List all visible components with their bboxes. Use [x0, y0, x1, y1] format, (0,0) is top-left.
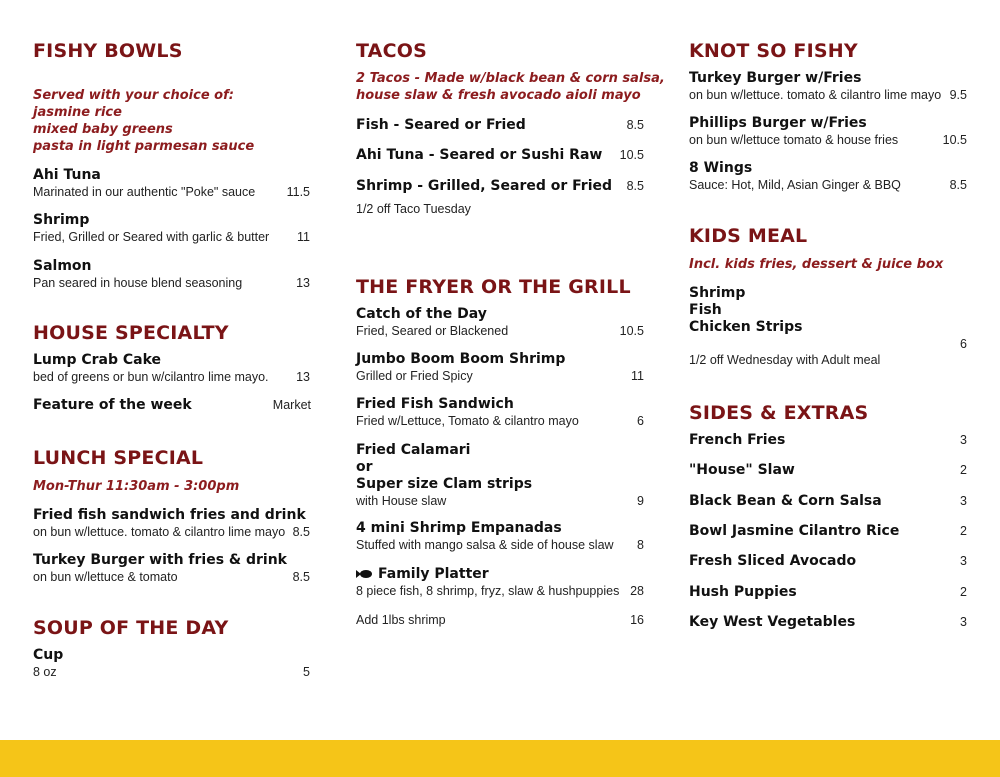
- item-price: 9: [637, 494, 644, 508]
- kids-meal-subtitle: Incl. kids fries, dessert & juice box: [689, 257, 944, 272]
- section-title-sides: SIDES & EXTRAS: [689, 402, 869, 424]
- item-name: Shrimp - Grilled, Seared or Fried: [356, 178, 613, 194]
- side-name: "House" Slaw: [689, 462, 795, 478]
- item-price: 6: [637, 414, 644, 428]
- item-price: 5: [303, 665, 310, 679]
- side-name: Fresh Sliced Avocado: [689, 553, 857, 569]
- item-price: 9.5: [949, 88, 967, 102]
- item-price: 8.5: [626, 118, 644, 132]
- item-price: 11: [297, 230, 310, 244]
- lunch-special-hours: Mon-Thur 11:30am - 3:00pm: [33, 479, 240, 494]
- side-price: 3: [960, 494, 967, 508]
- item-name: Shrimp: [33, 212, 90, 228]
- item-price: 8.5: [949, 178, 967, 192]
- intro-line: 2 Tacos - Made w/black bean & corn salsa,: [356, 71, 665, 86]
- item-name: Turkey Burger with fries & drink: [33, 552, 287, 568]
- item-name: or: [356, 459, 373, 475]
- item-desc: with House slaw: [356, 494, 447, 508]
- section-title-soup: SOUP OF THE DAY: [33, 617, 229, 639]
- item-name: Ahi Tuna: [33, 167, 101, 183]
- item-name: 4 mini Shrimp Empanadas: [356, 520, 562, 536]
- item-name: Fish - Seared or Fried: [356, 117, 526, 133]
- item-name: Family Platter: [378, 566, 489, 582]
- intro-line: mixed baby greens: [33, 122, 173, 137]
- item-desc: Marinated in our authentic "Poke" sauce: [33, 185, 256, 199]
- side-name: Hush Puppies: [689, 584, 797, 600]
- item-price: 13: [296, 370, 310, 384]
- item-name: Ahi Tuna - Seared or Sushi Raw: [356, 147, 603, 163]
- item-price: 13: [296, 276, 310, 290]
- item-price: 10.5: [619, 324, 644, 338]
- side-name: Bowl Jasmine Cilantro Rice: [689, 523, 900, 539]
- section-title-tacos: TACOS: [356, 40, 427, 62]
- item-price: 8.5: [292, 570, 310, 584]
- tacos-intro: [356, 70, 665, 104]
- kids-item: Shrimp: [689, 285, 746, 301]
- item-name: 8 Wings: [689, 160, 753, 176]
- intro-line: pasta in light parmesan sauce: [33, 139, 255, 154]
- item-name: Fried fish sandwich fries and drink: [33, 507, 306, 523]
- section-title-fishy-bowls: FISHY BOWLS: [33, 40, 183, 62]
- intro-line: Served with your choice of:: [33, 88, 234, 103]
- side-price: 2: [960, 585, 967, 599]
- item-desc: Fried w/Lettuce, Tomato & cilantro mayo: [356, 414, 579, 428]
- section-title-knot-so-fishy: KNOT SO FISHY: [689, 40, 858, 62]
- item-name: Lump Crab Cake: [33, 352, 162, 368]
- section-title-fryer-grill: THE FRYER OR THE GRILL: [356, 276, 631, 298]
- side-price: 3: [960, 433, 967, 447]
- item-desc: Stuffed with mango salsa & side of house slaw: [356, 538, 614, 552]
- item-name: Super size Clam strips: [356, 476, 533, 492]
- item-desc: Fried, Seared or Blackened: [356, 324, 509, 338]
- kids-meal-note: 1/2 off Wednesday with Adult meal: [689, 353, 881, 367]
- side-price: 2: [960, 463, 967, 477]
- section-title-lunch-special: LUNCH SPECIAL: [33, 447, 204, 469]
- section-title-house-specialty: HOUSE SPECIALTY: [33, 322, 229, 344]
- fishy-bowls-intro: [33, 87, 254, 155]
- item-desc: 8 piece fish, 8 shrimp, fryz, slaw & hushpuppies: [356, 584, 620, 598]
- item-desc: Grilled or Fried Spicy: [356, 369, 473, 383]
- item-price: Market: [272, 398, 311, 412]
- item-desc: on bun w/lettuce & tomato: [33, 570, 178, 584]
- item-desc: 8 oz: [33, 665, 57, 679]
- item-name: Feature of the week: [33, 397, 192, 413]
- item-name: Fried Fish Sandwich: [356, 396, 514, 412]
- item-desc: Add 1lbs shrimp: [356, 613, 446, 627]
- item-desc: Sauce: Hot, Mild, Asian Ginger & BBQ: [689, 178, 901, 192]
- side-name: French Fries: [689, 432, 786, 448]
- kids-item: Fish: [689, 302, 722, 318]
- kids-meal-price: 6: [960, 337, 967, 351]
- item-price: 28: [630, 584, 644, 598]
- item-price: 11: [631, 369, 644, 383]
- side-price: 3: [960, 554, 967, 568]
- item-name: Fried Calamari: [356, 442, 471, 458]
- side-price: 3: [960, 615, 967, 629]
- intro-line: jasmine rice: [33, 105, 122, 120]
- item-desc: on bun w/lettuce. tomato & cilantro lime mayo: [33, 525, 286, 539]
- section-title-kids-meal: KIDS MEAL: [689, 225, 808, 247]
- item-desc: on bun w/lettuce tomato & house fries: [689, 133, 899, 147]
- item-name: Catch of the Day: [356, 306, 487, 322]
- side-price: 2: [960, 524, 967, 538]
- item-price: 8: [637, 538, 644, 552]
- item-price: 8.5: [626, 179, 644, 193]
- item-name: Salmon: [33, 258, 92, 274]
- item-name: Turkey Burger w/Fries: [689, 70, 862, 86]
- side-name: Black Bean & Corn Salsa: [689, 493, 882, 509]
- item-desc: Fried, Grilled or Seared with garlic & butter: [33, 230, 270, 244]
- item-name: Jumbo Boom Boom Shrimp: [356, 351, 566, 367]
- item-price: 8.5: [292, 525, 310, 539]
- item-desc: Pan seared in house blend seasoning: [33, 276, 243, 290]
- item-desc: bed of greens or bun w/cilantro lime mayo.: [33, 370, 269, 384]
- item-price: 10.5: [619, 148, 644, 162]
- fish-icon: [356, 569, 372, 579]
- footer-bar: [0, 740, 1000, 777]
- tacos-note: 1/2 off Taco Tuesday: [356, 202, 471, 216]
- kids-item: Chicken Strips: [689, 319, 803, 335]
- item-price: 10.5: [942, 133, 967, 147]
- item-name: Cup: [33, 647, 64, 663]
- intro-line: house slaw & fresh avocado aioli mayo: [356, 88, 641, 103]
- item-desc: on bun w/lettuce. tomato & cilantro lime mayo: [689, 88, 942, 102]
- side-name: Key West Vegetables: [689, 614, 856, 630]
- item-name: Phillips Burger w/Fries: [689, 115, 867, 131]
- item-price: 16: [630, 613, 644, 627]
- item-price: 11.5: [286, 185, 310, 199]
